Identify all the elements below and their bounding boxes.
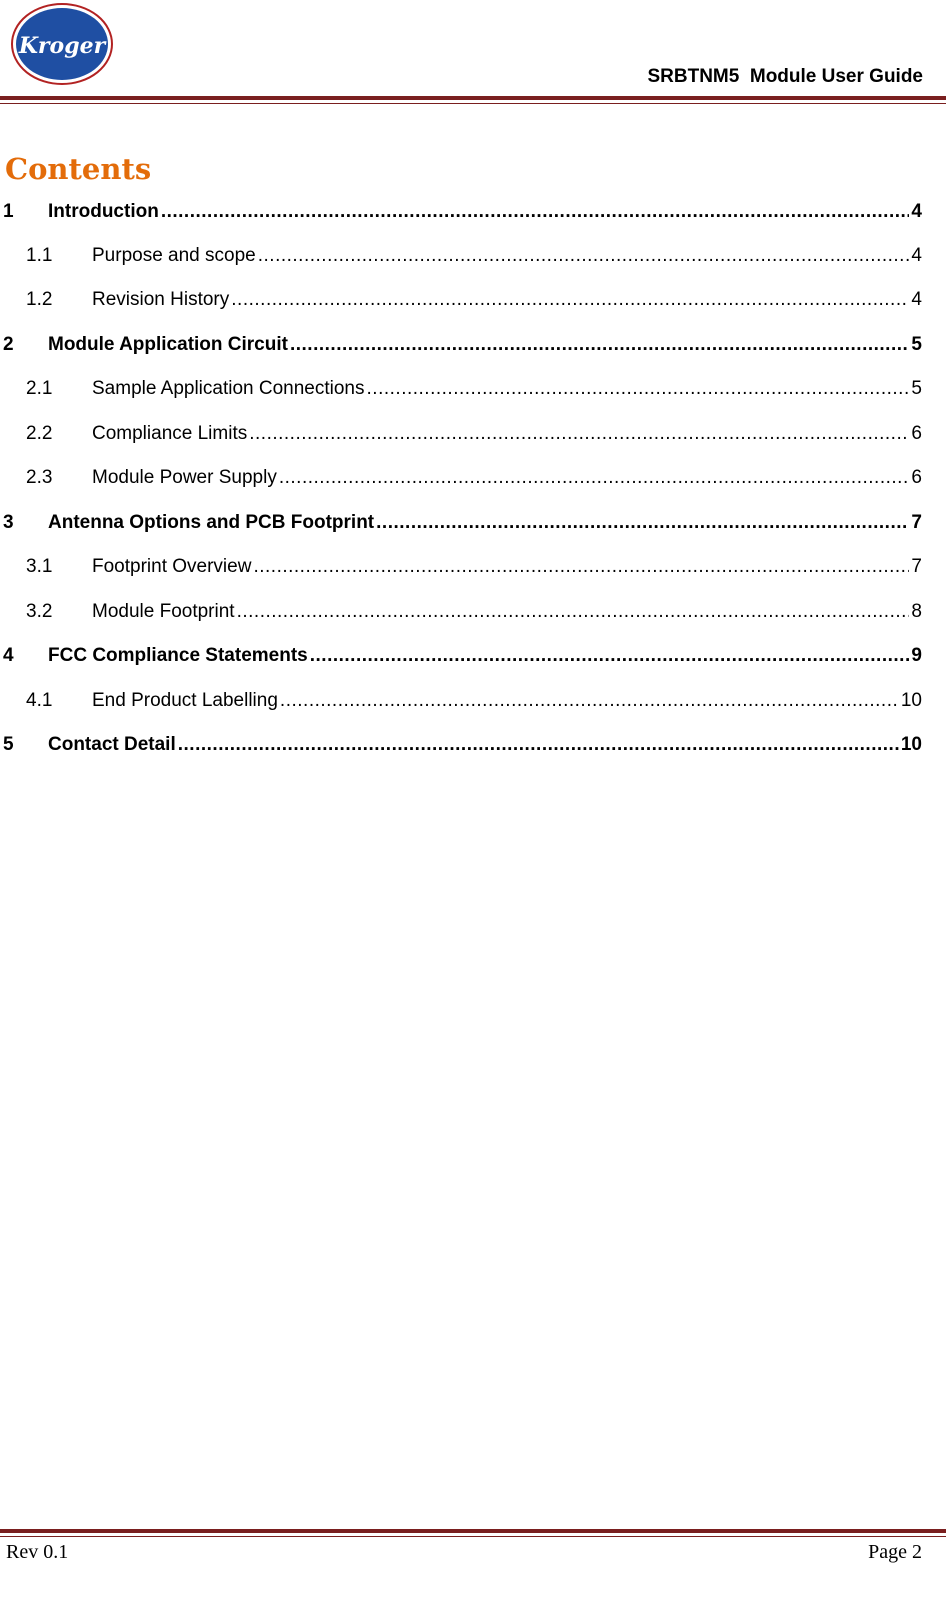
toc-entry-page: 10: [900, 690, 922, 711]
toc-entry[interactable]: [0, 334, 922, 364]
toc-entry-number: 4: [3, 645, 14, 666]
toc-dot-leader: [161, 201, 910, 223]
toc-entry-number: 5: [3, 734, 14, 755]
toc-entry-title: Introduction: [48, 201, 159, 222]
toc-entry-page: 9: [911, 645, 922, 666]
toc-entry-page: 8: [911, 601, 922, 622]
kroger-logo: [10, 2, 114, 86]
toc-entry[interactable]: [0, 289, 922, 319]
toc-dot-leader: [310, 645, 910, 667]
toc-entry-title: Revision History: [92, 289, 230, 310]
toc-entry-number: 1.1: [26, 245, 53, 266]
contents-heading: Contents: [5, 152, 152, 186]
footer-page-number: Page 2: [868, 1541, 922, 1563]
toc-entry-page: 4: [911, 201, 922, 222]
toc-entry-page: 4: [911, 289, 922, 310]
toc-entry-number: 4.1: [26, 690, 53, 711]
toc-entry-title: Contact Detail: [48, 734, 176, 755]
toc-dot-leader: [258, 245, 910, 267]
toc-dot-leader: [178, 734, 899, 756]
toc-entry-page: 6: [911, 423, 922, 444]
toc-dot-leader: [367, 378, 910, 400]
toc-entry[interactable]: [0, 556, 922, 586]
toc-entry-page: 7: [911, 512, 922, 533]
toc-entry-number: 1.2: [26, 289, 53, 310]
toc-dot-leader: [279, 467, 910, 489]
header-rule-thin: [0, 103, 946, 104]
toc-entry[interactable]: [0, 690, 922, 720]
toc-entry[interactable]: [0, 378, 922, 408]
toc-entry-title: Module Footprint: [92, 601, 235, 622]
toc-dot-leader: [290, 334, 909, 356]
toc-entry-number: 3.2: [26, 601, 53, 622]
toc-entry-page: 6: [911, 467, 922, 488]
toc-dot-leader: [237, 601, 910, 623]
toc-entry-number: 1: [3, 201, 14, 222]
toc-entry-title: Compliance Limits: [92, 423, 248, 444]
footer-revision: Rev 0.1: [6, 1541, 69, 1563]
toc-entry-title: Purpose and scope: [92, 245, 256, 266]
toc-entry[interactable]: [0, 423, 922, 453]
toc-entry-title: Sample Application Connections: [92, 378, 365, 399]
header-rule-thick: [0, 96, 946, 100]
toc-entry-title: Module Application Circuit: [48, 334, 288, 355]
toc-dot-leader: [231, 289, 909, 311]
toc-entry[interactable]: [0, 645, 922, 675]
document-title: SRBTNM5 Module User Guide: [647, 66, 923, 87]
toc-entry-page: 5: [911, 378, 922, 399]
toc-entry[interactable]: [0, 245, 922, 275]
toc-entry[interactable]: [0, 201, 922, 231]
toc-entry[interactable]: [0, 601, 922, 631]
toc-entry[interactable]: [0, 512, 922, 542]
toc-entry-number: 2: [3, 334, 14, 355]
toc-dot-leader: [253, 556, 909, 578]
toc-entry-page: 4: [911, 245, 922, 266]
toc-entry-page: 7: [911, 556, 922, 577]
toc-entry[interactable]: [0, 467, 922, 497]
toc-entry-number: 2.3: [26, 467, 53, 488]
toc-entry-number: 3: [3, 512, 14, 533]
toc-entry-number: 2.1: [26, 378, 53, 399]
kroger-logo-icon: [10, 2, 114, 86]
toc-dot-leader: [249, 423, 909, 445]
footer-rule-thick: [0, 1529, 946, 1533]
toc-entry-page: 10: [900, 734, 922, 755]
toc-entry-title: Antenna Options and PCB Footprint: [48, 512, 375, 533]
toc-entry[interactable]: [0, 734, 922, 764]
toc-entry-title: End Product Labelling: [92, 690, 278, 711]
toc-dot-leader: [280, 690, 899, 712]
toc-entry-title: Module Power Supply: [92, 467, 277, 488]
toc-dot-leader: [376, 512, 909, 534]
toc-entry-title: Footprint Overview: [92, 556, 252, 577]
toc-entry-number: 3.1: [26, 556, 53, 577]
toc-entry-page: 5: [911, 334, 922, 355]
footer-rule-thin: [0, 1536, 946, 1537]
toc-entry-title: FCC Compliance Statements: [48, 645, 308, 666]
toc-entry-number: 2.2: [26, 423, 53, 444]
kroger-logo-text: Kroger: [18, 33, 106, 59]
